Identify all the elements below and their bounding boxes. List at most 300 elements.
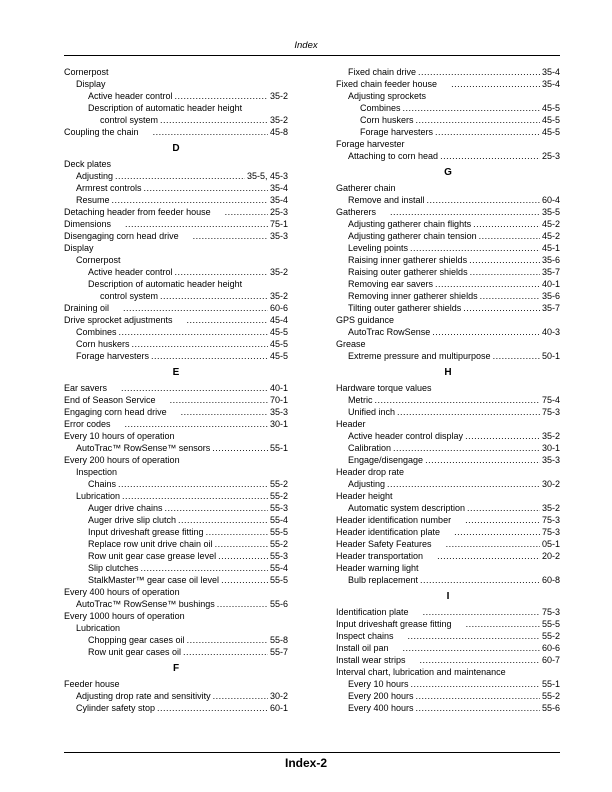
index-entry-page-ref: 55-2 <box>269 479 288 489</box>
dot-leader <box>375 394 540 406</box>
index-entry-term: AutoTrac™ RowSense™ bushings <box>76 599 215 609</box>
dot-leader <box>175 266 268 278</box>
index-entry-term: Deck plates <box>64 159 112 169</box>
index-entry-page-ref: 35-3 <box>541 455 560 465</box>
index-group-heading <box>64 466 288 478</box>
dot-leader <box>440 150 540 162</box>
index-group-heading <box>64 242 288 254</box>
index-entry-term: GPS guidance <box>336 315 395 325</box>
index-entry-term: AutoTrac™ RowSense™ sensors <box>76 443 211 453</box>
index-entry-term: Forage harvester <box>336 139 405 149</box>
index-section-letter: I <box>446 591 450 602</box>
dot-leader <box>175 90 268 102</box>
index-entry-term: Header warning light <box>336 563 419 573</box>
index-entry-term: Every 200 hours of operation <box>64 455 180 465</box>
index-group-heading <box>64 430 288 442</box>
index-entry <box>64 114 288 126</box>
index-entry-page-ref: 60-6 <box>541 643 560 653</box>
index-group-heading <box>64 78 288 90</box>
index-entry-page-ref: 35-7 <box>541 267 560 277</box>
index-group-heading <box>336 562 560 574</box>
dot-leader <box>420 654 540 666</box>
index-section-letter: E <box>172 367 180 378</box>
index-entry <box>336 266 560 278</box>
index-entry-page-ref: 75-3 <box>541 527 560 537</box>
index-section-letter: F <box>172 663 180 674</box>
index-entry-page-ref: 35-2 <box>269 91 288 101</box>
index-entry-page-ref: 50-1 <box>541 351 560 361</box>
index-entry-term: Inspection <box>76 467 118 477</box>
dot-leader <box>141 562 268 574</box>
index-entry-page-ref: 55-8 <box>269 635 288 645</box>
dot-leader <box>420 574 540 586</box>
index-entry-term: Replace row unit drive chain oil <box>88 539 213 549</box>
index-entry-page-ref: 55-1 <box>541 679 560 689</box>
index-entry-term: Remove and install <box>348 195 425 205</box>
index-entry-term: Automatic system description <box>348 503 466 513</box>
index-entry-page-ref: 20-2 <box>541 551 560 561</box>
index-group-heading <box>336 182 560 194</box>
index-entry-page-ref: 40-1 <box>269 383 288 393</box>
index-entry-term: Header height <box>336 491 393 501</box>
index-entry <box>336 430 560 442</box>
index-entry-term: Ear savers <box>64 383 108 393</box>
index-entry-term: Calibration <box>348 443 392 453</box>
index-group-heading <box>64 254 288 266</box>
dot-leader <box>416 114 540 126</box>
index-entry-page-ref: 55-2 <box>269 491 288 501</box>
index-entry-term: Cornerpost <box>76 255 121 265</box>
index-entry <box>336 150 560 162</box>
index-entry-term: Armrest controls <box>76 183 142 193</box>
index-group-heading <box>336 418 560 430</box>
index-entry-page-ref: 75-3 <box>541 515 560 525</box>
dot-leader <box>465 514 540 526</box>
dot-leader <box>397 406 540 418</box>
dot-leader <box>390 206 540 218</box>
dot-leader <box>410 242 540 254</box>
dot-leader <box>403 102 540 114</box>
index-group-heading <box>64 158 288 170</box>
index-entry-page-ref: 60-7 <box>541 655 560 665</box>
index-entry-term: Disengaging corn head drive <box>64 231 179 241</box>
index-entry-term: AutoTrac RowSense <box>348 327 431 337</box>
index-entry-term: Tilting outer gatherer shields <box>348 303 462 313</box>
index-entry-term: Raising inner gatherer shields <box>348 255 468 265</box>
index-entry <box>64 550 288 562</box>
index-entry-page-ref: 55-7 <box>269 647 288 657</box>
dot-leader <box>408 630 540 642</box>
index-entry <box>64 218 288 230</box>
index-entry-term: Adjusting gatherer chain flights <box>348 219 472 229</box>
index-entry-term: Adjusting <box>76 171 114 181</box>
index-entry-term: Gatherer chain <box>336 183 396 193</box>
index-entry <box>336 218 560 230</box>
dot-leader <box>206 526 268 538</box>
index-entry-term: Auger drive chains <box>88 503 163 513</box>
index-entry-term: Header identification plate <box>336 527 441 537</box>
index-entry-page-ref: 35-2 <box>541 431 560 441</box>
index-entry-term: Gatherers <box>336 207 377 217</box>
index-entry <box>64 194 288 206</box>
index-group-heading <box>64 586 288 598</box>
index-entry <box>64 350 288 362</box>
index-entry-term: Slip clutches <box>88 563 139 573</box>
index-entry-page-ref: 35-6 <box>541 255 560 265</box>
index-entry <box>64 538 288 550</box>
index-entry-page-ref: 55-6 <box>269 599 288 609</box>
index-entry <box>336 302 560 314</box>
dot-leader <box>213 690 268 702</box>
index-entry <box>336 702 560 714</box>
index-entry-term: Coupling the chain <box>64 127 139 137</box>
dot-leader <box>181 406 268 418</box>
index-entry <box>336 538 560 550</box>
index-entry <box>336 642 560 654</box>
index-entry <box>336 678 560 690</box>
index-entry <box>64 490 288 502</box>
dot-leader <box>119 326 268 338</box>
dot-leader <box>183 646 268 658</box>
dot-leader <box>469 254 540 266</box>
index-entry <box>336 114 560 126</box>
dot-leader <box>178 514 268 526</box>
index-entry <box>336 66 560 78</box>
index-entry-term: Corn huskers <box>360 115 414 125</box>
dot-leader <box>411 678 540 690</box>
footer-divider <box>64 752 560 753</box>
index-entry-term: Dimensions <box>64 219 112 229</box>
index-entry-term: Header drop rate <box>336 467 405 477</box>
dot-leader <box>144 182 268 194</box>
index-entry-term: Draining oil <box>64 303 110 313</box>
index-section-letter: H <box>444 367 452 378</box>
index-entry <box>64 514 288 526</box>
index-entry <box>336 254 560 266</box>
index-group-heading <box>336 314 560 326</box>
index-entry-page-ref: 60-4 <box>541 195 560 205</box>
index-entry <box>336 78 560 90</box>
dot-leader <box>160 290 268 302</box>
index-entry-term: Active header control display <box>348 431 464 441</box>
dot-leader <box>480 290 540 302</box>
index-entry <box>64 206 288 218</box>
index-entry-page-ref: 45-4 <box>269 315 288 325</box>
index-entry-page-ref: 45-5 <box>541 127 560 137</box>
index-entry-page-ref: 35-3 <box>269 407 288 417</box>
index-entry-page-ref: 25-3 <box>269 207 288 217</box>
index-entry-term: Header <box>336 419 366 429</box>
index-entry-term: Raising outer gatherer shields <box>348 267 468 277</box>
index-entry-page-ref: 45-5 <box>269 339 288 349</box>
index-entry-page-ref: 35-5, 45-3 <box>246 171 288 181</box>
index-entry <box>336 606 560 618</box>
index-entry-page-ref: 55-2 <box>541 631 560 641</box>
index-entry-page-ref: 55-4 <box>269 515 288 525</box>
dot-leader <box>151 350 268 362</box>
dot-leader <box>157 702 268 714</box>
dot-leader <box>125 418 268 430</box>
index-entry-term: StalkMaster™ gear case oil level <box>88 575 220 585</box>
dot-leader <box>123 302 268 314</box>
index-entry-term: Input driveshaft grease fitting <box>336 619 452 629</box>
index-entry-term: Description of automatic header height <box>88 103 243 113</box>
index-entry-page-ref: 75-3 <box>541 407 560 417</box>
index-entry-term: Fixed chain feeder house <box>336 79 438 89</box>
index-entry-term: Attaching to corn head <box>348 151 439 161</box>
index-entry-term: Forage harvesters <box>76 351 150 361</box>
index-entry-term: Chains <box>88 479 117 489</box>
dot-leader <box>466 618 540 630</box>
index-entry-page-ref: 45-8 <box>269 127 288 137</box>
index-group-heading <box>336 466 560 478</box>
index-entry-page-ref: 60-8 <box>541 575 560 585</box>
index-entry <box>64 646 288 658</box>
index-entry <box>64 598 288 610</box>
index-entry-page-ref: 35-2 <box>269 115 288 125</box>
index-entry <box>336 194 560 206</box>
index-entry-page-ref: 05-1 <box>541 539 560 549</box>
index-entry-term: Engaging corn head drive <box>64 407 167 417</box>
index-entry <box>64 418 288 430</box>
index-entry <box>64 394 288 406</box>
dot-leader <box>121 382 268 394</box>
index-entry-page-ref: 70-1 <box>269 395 288 405</box>
index-entry-term: Lubrication <box>76 491 121 501</box>
index-entry <box>64 338 288 350</box>
index-column-right <box>336 66 560 714</box>
index-entry <box>336 526 560 538</box>
index-entry-page-ref: 55-2 <box>541 691 560 701</box>
index-entry-term: Error codes <box>64 419 111 429</box>
dot-leader <box>212 442 268 454</box>
index-section-letter: D <box>172 143 180 154</box>
index-group-heading <box>336 490 560 502</box>
index-entry <box>336 230 560 242</box>
dot-leader <box>125 218 268 230</box>
index-entry-page-ref: 55-1 <box>269 443 288 453</box>
index-group-heading <box>336 338 560 350</box>
index-entry-page-ref: 35-4 <box>541 79 560 89</box>
index-entry-term: Every 400 hours of operation <box>64 587 180 597</box>
index-entry-term: Adjusting drop rate and sensitivity <box>76 691 211 701</box>
index-entry <box>336 502 560 514</box>
index-section-letter: G <box>444 167 452 178</box>
index-entry-term: Description of automatic header height <box>88 279 243 289</box>
index-entry-page-ref: 35-5 <box>541 207 560 217</box>
index-entry-term: Leveling points <box>348 243 409 253</box>
index-entry-term: Removing inner gatherer shields <box>348 291 478 301</box>
index-entry-page-ref: 35-6 <box>541 291 560 301</box>
index-entry-page-ref: 45-5 <box>541 115 560 125</box>
index-entry-term: Corn huskers <box>76 339 130 349</box>
index-entry-term: Display <box>76 79 106 89</box>
dot-leader <box>215 538 268 550</box>
index-entry <box>64 326 288 338</box>
index-entry-term: Header Safety Features <box>336 539 432 549</box>
index-entry-page-ref: 35-4 <box>541 67 560 77</box>
dot-leader <box>153 126 268 138</box>
index-entry <box>64 562 288 574</box>
dot-leader <box>427 194 540 206</box>
dot-leader <box>217 598 268 610</box>
dot-leader <box>446 538 540 550</box>
index-entry-term: Cornerpost <box>64 67 109 77</box>
index-entry <box>336 550 560 562</box>
index-entry-term: Install oil pan <box>336 643 389 653</box>
dot-leader <box>463 302 540 314</box>
dot-leader <box>451 78 540 90</box>
index-entry-term: Unified inch <box>348 407 396 417</box>
index-entry <box>64 170 288 182</box>
index-entry <box>64 290 288 302</box>
index-entry-page-ref: 40-1 <box>541 279 560 289</box>
index-entry-term: control system <box>100 291 159 301</box>
index-entry-term: Auger drive slip clutch <box>88 515 177 525</box>
index-entry-term: Active header control <box>88 91 173 101</box>
index-entry <box>64 90 288 102</box>
index-entry <box>336 406 560 418</box>
index-entry-page-ref: 55-5 <box>269 575 288 585</box>
index-entry-page-ref: 30-2 <box>541 479 560 489</box>
dot-leader <box>425 454 540 466</box>
index-entry <box>336 654 560 666</box>
index-entry-term: Every 10 hours of operation <box>64 431 175 441</box>
index-entry-term: Engage/disengage <box>348 455 424 465</box>
index-group-heading <box>64 66 288 78</box>
index-entry <box>336 690 560 702</box>
index-entry-term: Lubrication <box>76 623 121 633</box>
index-group-heading <box>64 102 288 114</box>
index-entry <box>64 314 288 326</box>
dot-leader <box>221 574 268 586</box>
index-entry <box>64 526 288 538</box>
index-entry-term: Combines <box>360 103 401 113</box>
index-entry <box>336 454 560 466</box>
index-entry <box>336 478 560 490</box>
index-entry <box>64 502 288 514</box>
index-entry-page-ref: 55-3 <box>269 503 288 513</box>
dot-leader <box>435 278 540 290</box>
dot-leader <box>132 338 268 350</box>
index-entry-term: Cylinder safety stop <box>76 703 156 713</box>
index-entry <box>336 102 560 114</box>
dot-leader <box>465 430 540 442</box>
index-entry-page-ref: 45-5 <box>269 327 288 337</box>
index-entry <box>336 290 560 302</box>
index-entry-term: Adjusting sprockets <box>348 91 427 101</box>
index-entry <box>64 126 288 138</box>
dot-leader <box>187 314 268 326</box>
index-entry-page-ref: 75-4 <box>541 395 560 405</box>
header-divider <box>64 55 560 56</box>
dot-leader <box>467 502 540 514</box>
index-entry-term: Drive sprocket adjustments <box>64 315 173 325</box>
index-entry-page-ref: 55-5 <box>269 527 288 537</box>
index-entry-term: Adjusting <box>348 479 386 489</box>
index-entry-page-ref: 25-3 <box>541 151 560 161</box>
index-entry <box>336 278 560 290</box>
dot-leader <box>418 66 540 78</box>
dot-leader <box>187 634 268 646</box>
index-entry-term: Hardware torque values <box>336 383 432 393</box>
index-entry-page-ref: 45-2 <box>541 219 560 229</box>
index-column-left <box>64 66 288 714</box>
index-entry <box>64 302 288 314</box>
index-entry-page-ref: 55-3 <box>269 551 288 561</box>
index-entry-term: Chopping gear cases oil <box>88 635 185 645</box>
page-number: Index-2 <box>284 756 327 770</box>
index-entry-term: control system <box>100 115 159 125</box>
index-group-heading <box>64 622 288 634</box>
index-entry-page-ref: 30-1 <box>541 443 560 453</box>
index-entry <box>64 442 288 454</box>
index-entry-term: Feeder house <box>64 679 120 689</box>
dot-leader <box>170 394 268 406</box>
dot-leader <box>218 550 268 562</box>
dot-leader <box>165 502 268 514</box>
index-entry <box>336 630 560 642</box>
index-entry <box>336 394 560 406</box>
dot-leader <box>160 114 268 126</box>
index-entry-term: Install wear strips <box>336 655 406 665</box>
index-entry <box>64 634 288 646</box>
index-group-heading <box>336 138 560 150</box>
dot-leader <box>115 170 245 182</box>
index-entry-term: Grease <box>336 339 366 349</box>
index-entry-page-ref: 35-2 <box>541 503 560 513</box>
index-group-heading <box>64 278 288 290</box>
dot-leader <box>470 266 540 278</box>
index-entry-term: Display <box>64 243 94 253</box>
dot-leader <box>473 218 540 230</box>
page-header-title: Index <box>294 40 318 51</box>
index-entry-term: Resume <box>76 195 110 205</box>
index-entry-term: Identification plate <box>336 607 409 617</box>
index-entry-term: Row unit gear case grease level <box>88 551 217 561</box>
dot-leader <box>435 126 540 138</box>
index-entry-page-ref: 75-1 <box>269 219 288 229</box>
index-entry-page-ref: 35-7 <box>541 303 560 313</box>
index-entry-page-ref: 40-3 <box>541 327 560 337</box>
index-entry <box>336 206 560 218</box>
index-entry-page-ref: 35-2 <box>269 291 288 301</box>
index-entry-term: Bulb replacement <box>348 575 419 585</box>
dot-leader <box>122 490 268 502</box>
index-entry <box>64 382 288 394</box>
dot-leader <box>432 326 540 338</box>
index-entry-term: Every 1000 hours of operation <box>64 611 185 621</box>
index-entry-page-ref: 60-1 <box>269 703 288 713</box>
index-entry <box>336 326 560 338</box>
dot-leader <box>454 526 540 538</box>
index-group-heading <box>64 678 288 690</box>
index-entry <box>336 126 560 138</box>
index-entry-term: Input driveshaft grease fitting <box>88 527 204 537</box>
index-entry-term: End of Season Service <box>64 395 156 405</box>
dot-leader <box>416 702 540 714</box>
dot-leader <box>118 478 268 490</box>
index-entry-term: Header identification number <box>336 515 452 525</box>
index-entry <box>64 702 288 714</box>
index-entry-term: Header transportation <box>336 551 424 561</box>
index-entry <box>64 574 288 586</box>
index-entry-term: Extreme pressure and multipurpose <box>348 351 491 361</box>
index-entry-page-ref: 55-5 <box>541 619 560 629</box>
index-entry-term: Metric <box>348 395 373 405</box>
index-entry-page-ref: 35-4 <box>269 183 288 193</box>
index-entry-page-ref: 45-2 <box>541 231 560 241</box>
